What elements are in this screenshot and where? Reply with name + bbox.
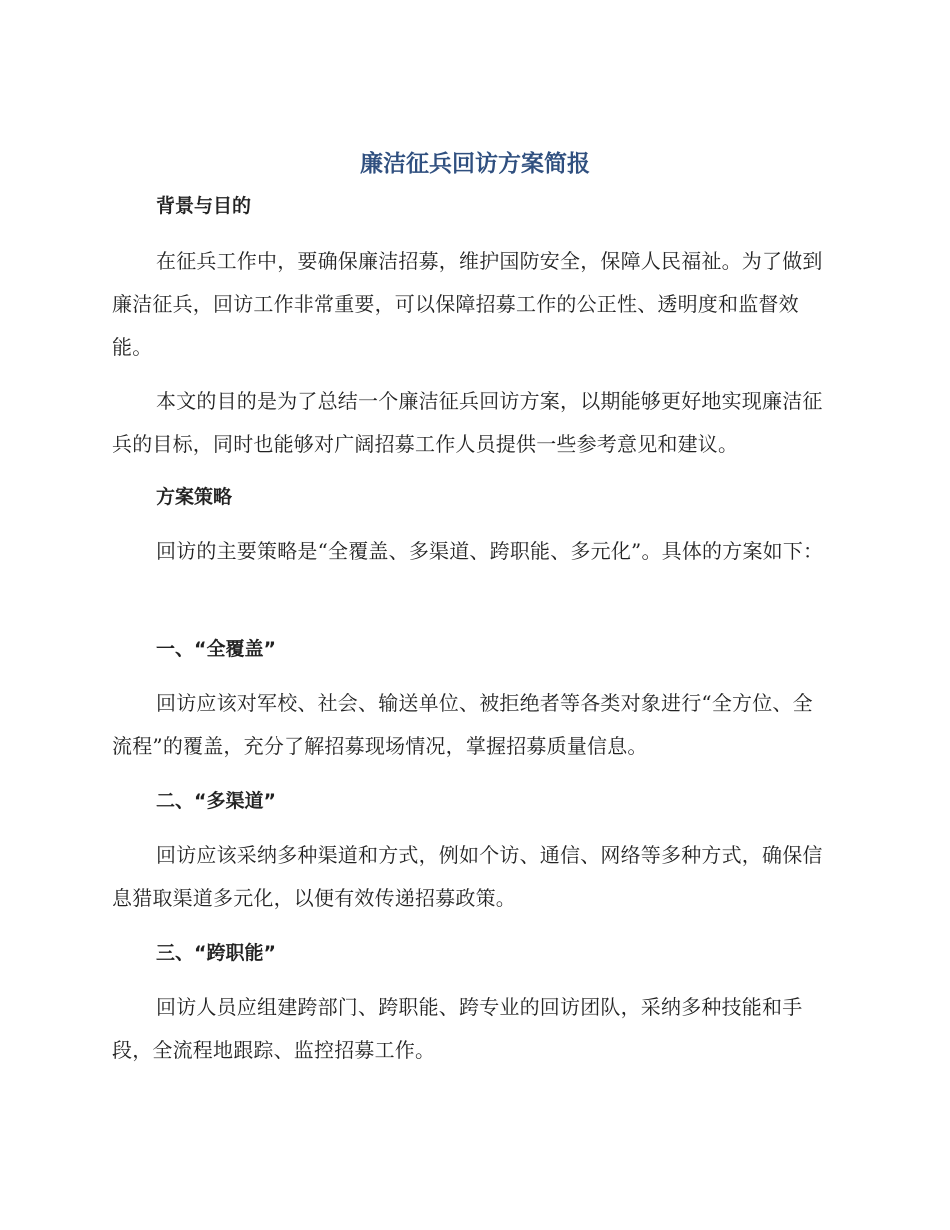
subheading-full-coverage: 一、“全覆盖” <box>156 638 276 660</box>
paragraph-cross-function: 回访人员应组建跨部门、跨职能、跨专业的回访团队，采纳多种技能和手段，全流程地跟踪、监控招募工作。 <box>112 995 803 1062</box>
document-title: 廉洁征兵回访方案简报 <box>360 151 590 177</box>
section-heading-strategy: 方案策略 <box>156 486 233 508</box>
subheading-cross-function: 三、“跨职能” <box>156 942 276 964</box>
paragraph-multi-channel: 回访应该采纳多种渠道和方式，例如个访、通信、网络等多种方式，确保信息猎取渠道多元化，以便有效传递招募政策。 <box>112 843 823 910</box>
paragraph-background-1: 在征兵工作中，要确保廉洁招募，维护国防安全，保障人民福祉。为了做到廉洁征兵，回访工作非常重要，可以保障招募工作的公正性、透明度和监督效能。 <box>112 249 823 359</box>
paragraph-background-2: 本文的目的是为了总结一个廉洁征兵回访方案，以期能够更好地实现廉洁征兵的目标，同时也能够对广阔招募工作人员提供一些参考意见和建议。 <box>112 389 823 456</box>
subheading-multi-channel: 二、“多渠道” <box>156 790 276 812</box>
paragraph-full-coverage: 回访应该对军校、社会、输送单位、被拒绝者等各类对象进行“全方位、全流程”的覆盖，充分了解招募现场情况，掌握招募质量信息。 <box>112 691 813 758</box>
paragraph-strategy-intro: 回访的主要策略是“全覆盖、多渠道、跨职能、多元化”。具体的方案如下： <box>156 539 824 563</box>
section-heading-background: 背景与目的 <box>156 195 252 217</box>
